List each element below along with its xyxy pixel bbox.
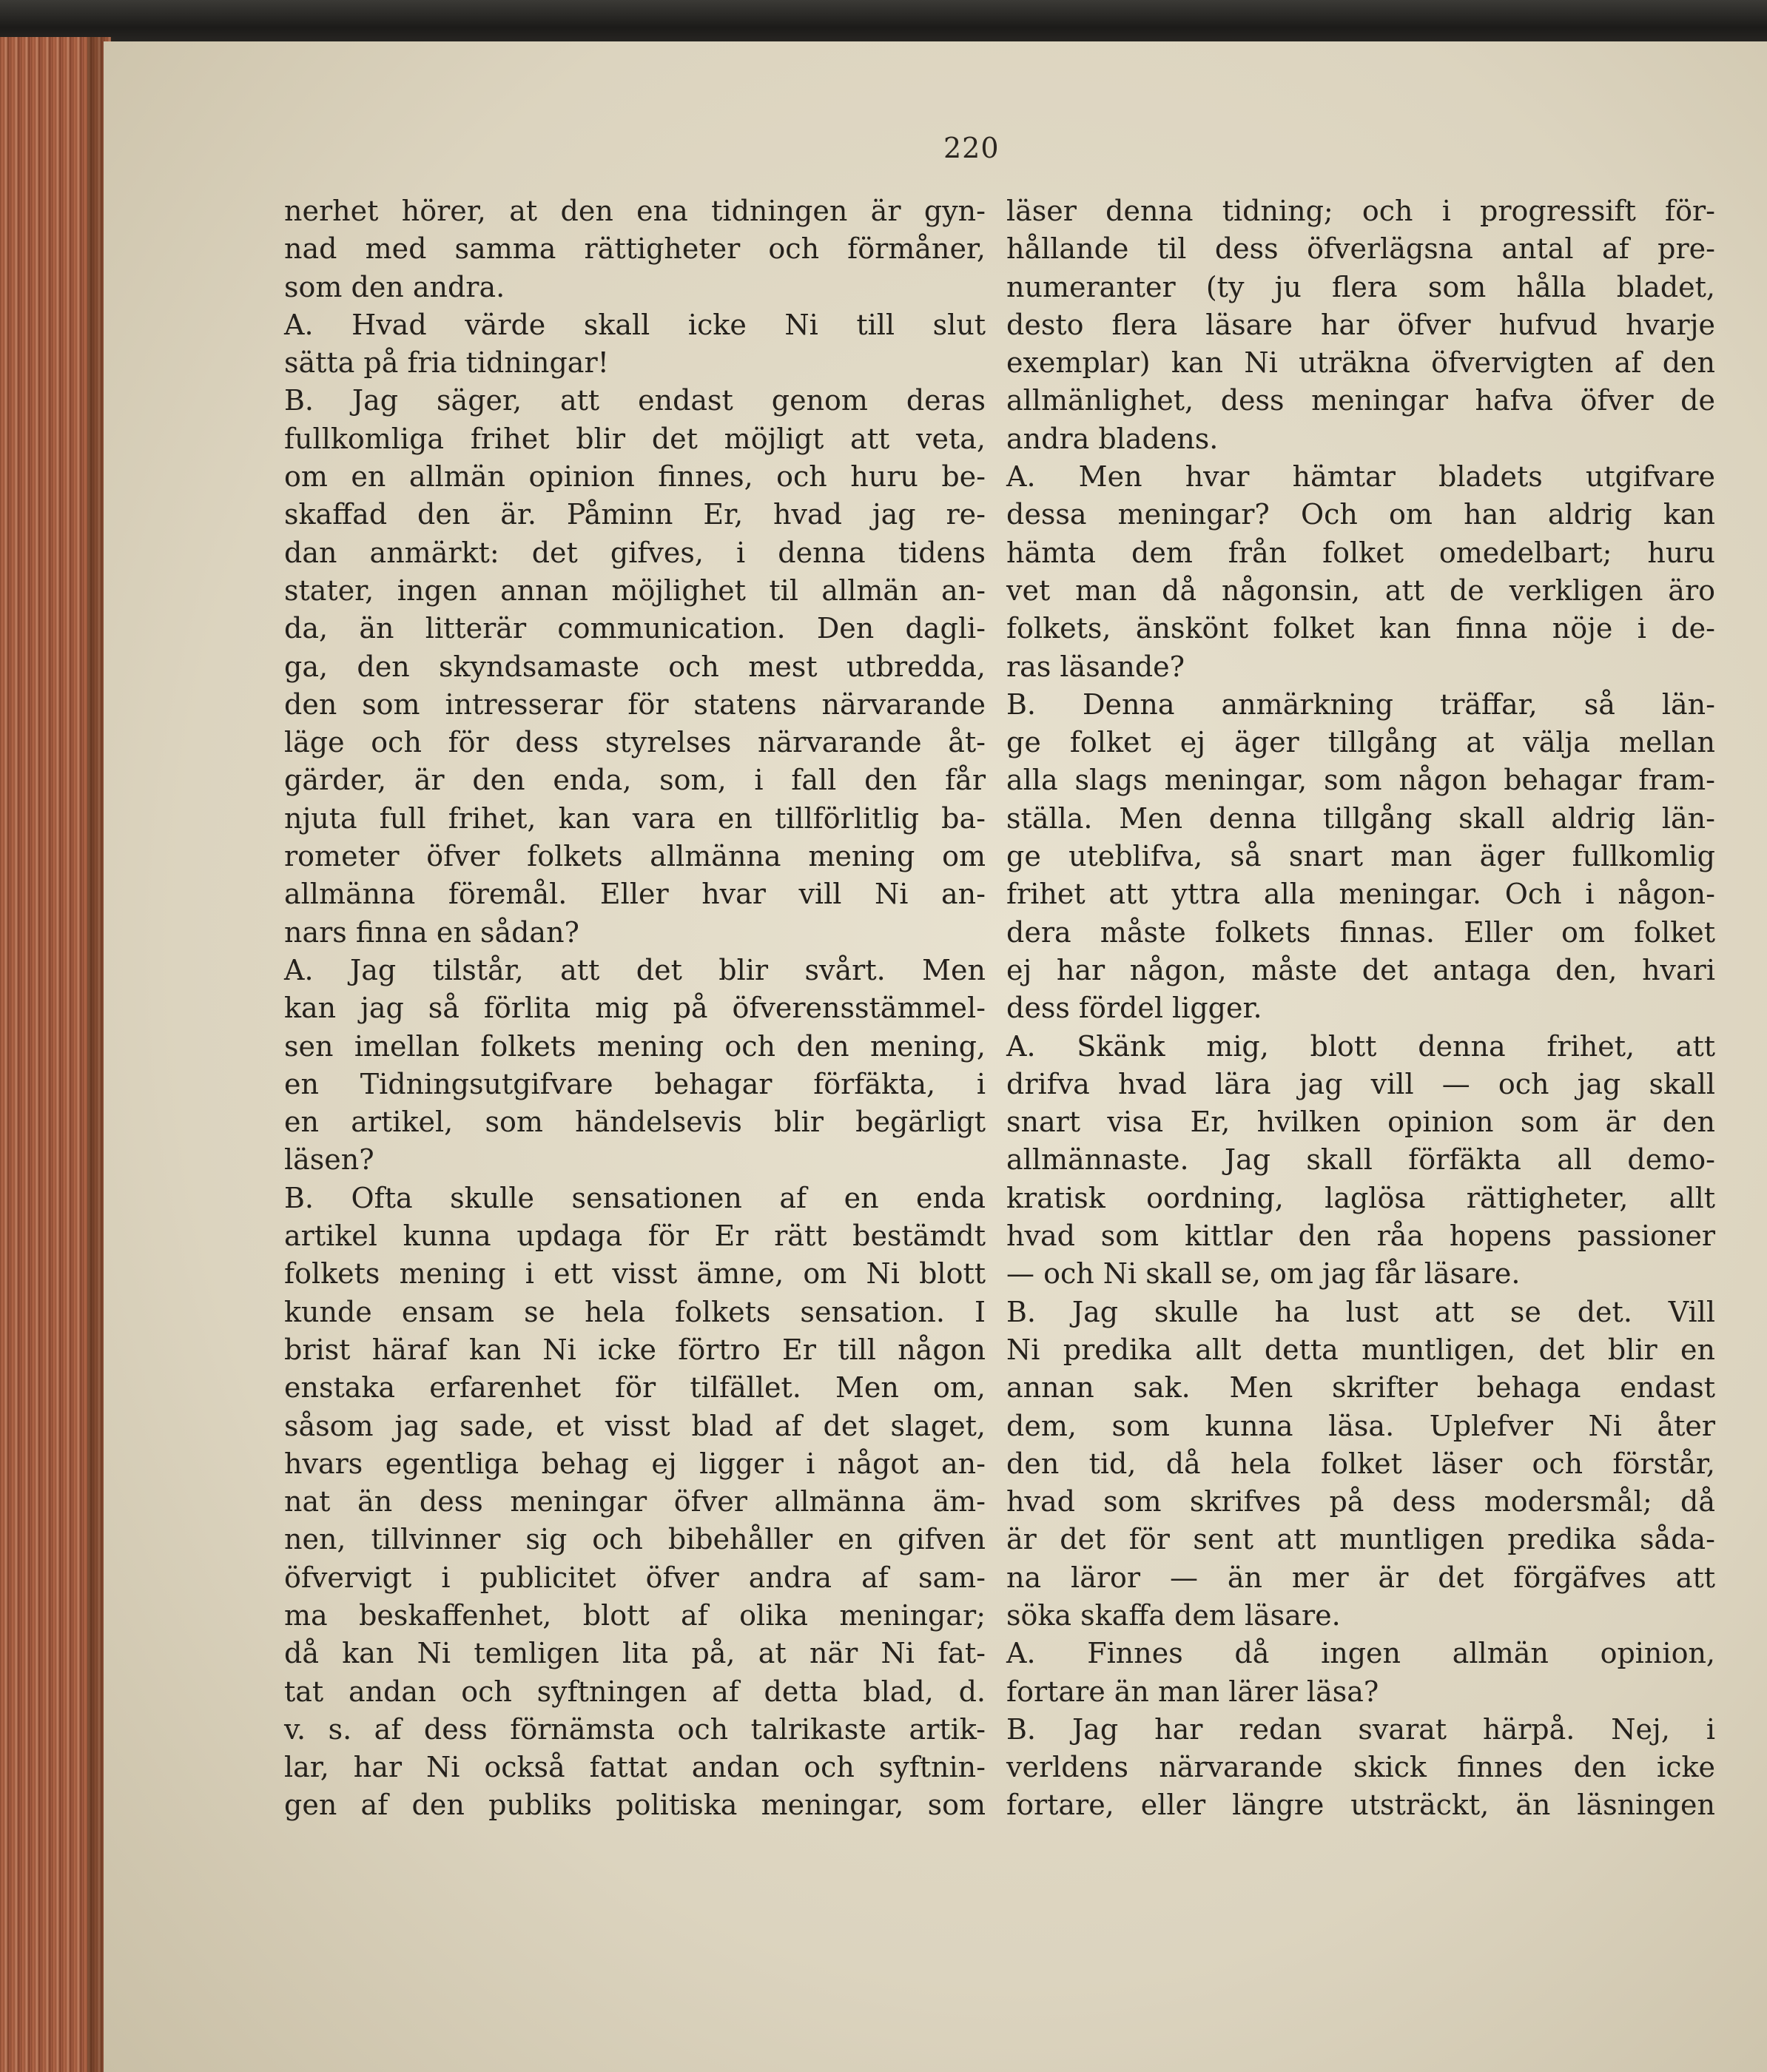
text-line: ge folket ej äger tillgång at välja mellan <box>1006 726 1715 759</box>
text-line: — och Ni skall se, om jag får läsare. <box>1006 1257 1521 1291</box>
page-number: 220 <box>943 132 1000 164</box>
text-line: da, än litterär communication. Den dagli- <box>284 612 986 645</box>
text-line: brist häraf kan Ni icke förtro Er till någon <box>284 1333 986 1366</box>
text-line: dan anmärkt: det gifves, i denna tidens <box>284 536 986 569</box>
text-line: enstaka erfarenhet för tilfället. Men om, <box>284 1371 986 1405</box>
text-line: stater, ingen annan möjlighet til allmän an- <box>284 574 986 607</box>
text-line: dera måste folkets finnas. Eller om folket <box>1006 915 1715 949</box>
text-line: som den andra. <box>284 270 505 303</box>
text-line: nad med samma rättigheter och förmåner, <box>284 232 986 266</box>
text-line: den tid, då hela folket läser och förstår, <box>1006 1447 1715 1480</box>
text-line: om en allmän opinion finnes, och huru be- <box>284 460 986 494</box>
text-line: kratisk oordning, laglösa rättigheter, allt <box>1006 1181 1715 1214</box>
text-line: artikel kunna updaga för Er rätt bestämdt <box>284 1220 986 1253</box>
text-line: allmännaste. Jag skall förfäkta all demo- <box>1006 1143 1715 1177</box>
text-line: läsen? <box>284 1143 374 1177</box>
text-line: allmänlighet, dess meningar hafva öfver de <box>1006 384 1715 417</box>
text-line: läge och för dess styrelses närvarande åt- <box>284 726 986 759</box>
text-line: hvad som skrifves på dess modersmål; då <box>1006 1485 1715 1518</box>
text-line: folkets mening i ett visst ämne, om Ni blott <box>284 1257 986 1291</box>
text-line: söka skaffa dem läsare. <box>1006 1598 1341 1632</box>
text-line: A. Finnes då ingen allmän opinion, <box>1006 1637 1715 1670</box>
text-line: exemplar) kan Ni uträkna öfvervigten af den <box>1006 346 1715 380</box>
text-line: andra bladens. <box>1006 422 1219 455</box>
text-line: ej har någon, måste det antaga den, hvari <box>1006 953 1715 986</box>
text-line: drifva hvad lära jag vill — och jag skall <box>1006 1067 1715 1100</box>
text-line: alla slags meningar, som någon behagar fram- <box>1006 764 1715 797</box>
text-line: kunde ensam se hela folkets sensation. I <box>284 1295 986 1328</box>
text-line: dessa meningar? Och om han aldrig kan <box>1006 498 1715 531</box>
text-line: hämta dem från folket omedelbart; huru <box>1006 536 1715 569</box>
text-line: en artikel, som händelsevis blir begärligt <box>284 1106 986 1139</box>
text-line: ras läsande? <box>1006 650 1185 683</box>
text-line: en Tidningsutgifvare behagar förfäkta, i <box>284 1067 986 1100</box>
text-line: numeranter (ty ju flera som hålla bladet, <box>1006 270 1715 303</box>
text-line: ställa. Men denna tillgång skall aldrig län- <box>1006 801 1715 835</box>
text-line: öfvervigt i publicitet öfver andra af sam- <box>284 1561 986 1594</box>
text-line: nars finna en sådan? <box>284 915 579 949</box>
text-line: B. Jag har redan svarat härpå. Nej, i <box>1006 1712 1715 1746</box>
text-line: tat andan och syftningen af detta blad, d. <box>284 1675 986 1708</box>
text-line: gärder, är den enda, som, i fall den får <box>284 764 986 797</box>
text-line: A. Men hvar hämtar bladets utgifvare <box>1006 460 1715 494</box>
text-line: nerhet hörer, at den ena tidningen är gyn- <box>284 195 986 227</box>
text-line: verldens närvarande skick finnes den icke <box>1006 1751 1715 1784</box>
text-line: dem, som kunna läsa. Uplefver Ni åter <box>1006 1409 1715 1442</box>
text-line: folkets, änskönt folket kan finna nöje i de- <box>1006 612 1715 645</box>
text-line: frihet att yttra alla meningar. Och i någon- <box>1006 878 1715 911</box>
text-line: nen, tillvinner sig och bibehåller en gifven <box>284 1523 986 1556</box>
text-line: njuta full frihet, kan vara en tillförlitlig ba- <box>284 801 986 835</box>
text-line: lar, har Ni också fattat andan och syftnin- <box>284 1751 986 1784</box>
text-line: är det för sent att muntligen predika såda- <box>1006 1523 1715 1556</box>
text-line: fullkomliga frihet blir det möjligt att veta, <box>284 422 986 455</box>
text-line: B. Jag säger, att endast genom deras <box>284 384 986 417</box>
text-line: A. Jag tilstår, att det blir svårt. Men <box>284 953 986 986</box>
text-line: då kan Ni temligen lita på, at när Ni fat- <box>284 1637 986 1670</box>
text-line: sätta på fria tidningar! <box>284 346 609 380</box>
text-line: skaffad den är. Påminn Er, hvad jag re- <box>284 498 986 531</box>
text-line: ga, den skyndsamaste och mest utbredda, <box>284 650 986 683</box>
text-line: sen imellan folkets mening och den mening, <box>284 1029 986 1063</box>
text-line: läser denna tidning; och i progressift för- <box>1006 195 1715 227</box>
text-line: allmänna föremål. Eller hvar vill Ni an- <box>284 878 986 911</box>
text-line: A. Skänk mig, blott denna frihet, att <box>1006 1029 1715 1063</box>
text-line: na läror — än mer är det förgäfves att <box>1006 1561 1715 1594</box>
text-line: hållande til dess öfverlägsna antal af pre- <box>1006 232 1715 266</box>
text-line: gen af den publiks politiska meningar, som <box>284 1789 986 1822</box>
text-line: snart visa Er, hvilken opinion som är den <box>1006 1106 1715 1139</box>
text-line: hvad som kittlar den råa hopens passioner <box>1006 1220 1715 1253</box>
text-line: hvars egentliga behag ej ligger i något an- <box>284 1447 986 1480</box>
text-line: såsom jag sade, et visst blad af det slaget, <box>284 1409 986 1442</box>
text-line: rometer öfver folkets allmänna mening om <box>284 840 986 873</box>
text-line: den som intresserar för statens närvarande <box>284 687 986 721</box>
text-line: fortare, eller längre utsträckt, än läsningen <box>1006 1789 1715 1822</box>
text-line: kan jag så förlita mig på öfverensstämmel- <box>284 992 986 1025</box>
top-shadow-strip <box>0 0 1767 46</box>
text-line: A. Hvad värde skall icke Ni till slut <box>284 308 986 341</box>
text-line: B. Ofta skulle sensationen af en enda <box>284 1181 986 1214</box>
right-text-column <box>1006 192 1715 1825</box>
text-line: ge uteblifva, så snart man äger fullkomlig <box>1006 840 1715 873</box>
text-line: nat än dess meningar öfver allmänna äm- <box>284 1485 986 1518</box>
text-line: vet man då någonsin, att de verkligen äro <box>1006 574 1715 607</box>
text-line: desto flera läsare har öfver hufvud hvarje <box>1006 308 1715 341</box>
text-line: ma beskaffenhet, blott af olika meningar; <box>284 1598 986 1632</box>
text-line: B. Denna anmärkning träffar, så län- <box>1006 687 1715 721</box>
text-line: v. s. af dess förnämsta och talrikaste artik- <box>284 1712 986 1746</box>
text-line: B. Jag skulle ha lust att se det. Vill <box>1006 1295 1715 1328</box>
left-text-column <box>284 192 986 1825</box>
text-line: Ni predika allt detta muntligen, det blir en <box>1006 1333 1715 1366</box>
text-line: dess fördel ligger. <box>1006 992 1262 1025</box>
text-line: annan sak. Men skrifter behaga endast <box>1006 1371 1715 1405</box>
text-line: fortare än man lärer läsa? <box>1006 1675 1379 1708</box>
